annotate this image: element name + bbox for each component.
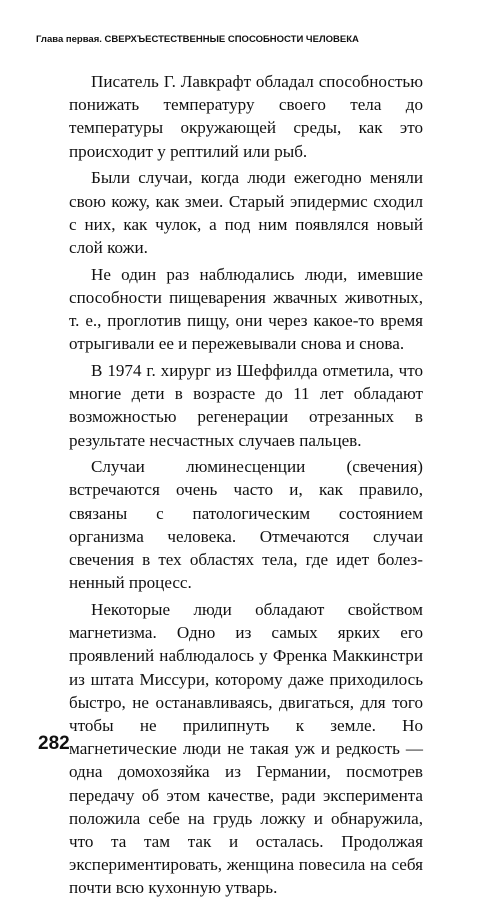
paragraph-magnetism: Некоторые люди обладают свойством магнетизма. Одно из самых ярких его проявлений наблюдалось у Френка Маккинстри из штата Миссури, которому даже приходилось быстро, не останавливаясь, двигаться, для того чтобы не прилипнуть к земле. Но магнетические люди не такая уж и редкость — одна домохозяйка из Германии, посмотрев передачу об этом качестве, ради эксперимента положила себе на грудь ложку и обнаружила, что та там так и осталась. Продолжая экспериментировать, женщина повесила на себя почти всю кухонную утварь. (69, 599, 423, 898)
running-header (36, 34, 359, 45)
paragraph-luminescence: Случаи люминесценции (свечения) встречаются очень часто и, как правило, связаны с патологическим состоянием организма человека. Отмечаются случаи свечения в тех областях тела, где идет болезненный процесс. (69, 457, 423, 593)
paragraph-lovecraft: Писатель Г. Лавкрафт обладал способностью понижать температуру своего тела до температуры окружающей среды, как это происходит у рептилий или рыб. (69, 72, 423, 161)
page-body (69, 70, 423, 903)
paragraph-ruminant-digestion: Не один раз наблюдались люди, имевшие способности пищеварения жвачных животных, т. е., проглотив пищу, они через какое-то время отрыгивали ее и пережевывали снова и снова. (69, 264, 423, 354)
paragraph-finger-regeneration: В 1974 г. хирург из Шеффилда отметила, что многие дети в возрасте до 11 лет обладают возможностью регенерации отрезанных в результате несчастных случаев пальцев. (69, 360, 423, 450)
page-number: 282 (38, 733, 70, 754)
running-header-chapter: Глава первая. (36, 34, 102, 45)
paragraph-skin-shedding: Были случаи, когда люди ежегодно меняли свою кожу, как змеи. Старый эпидермис сходил с них, как чулок, а под ним появлялся новый слой кожи. (69, 168, 423, 257)
running-header-title: СВЕРХЪЕСТЕСТВЕННЫЕ СПОСОБНОСТИ ЧЕЛОВЕКА (104, 34, 359, 45)
